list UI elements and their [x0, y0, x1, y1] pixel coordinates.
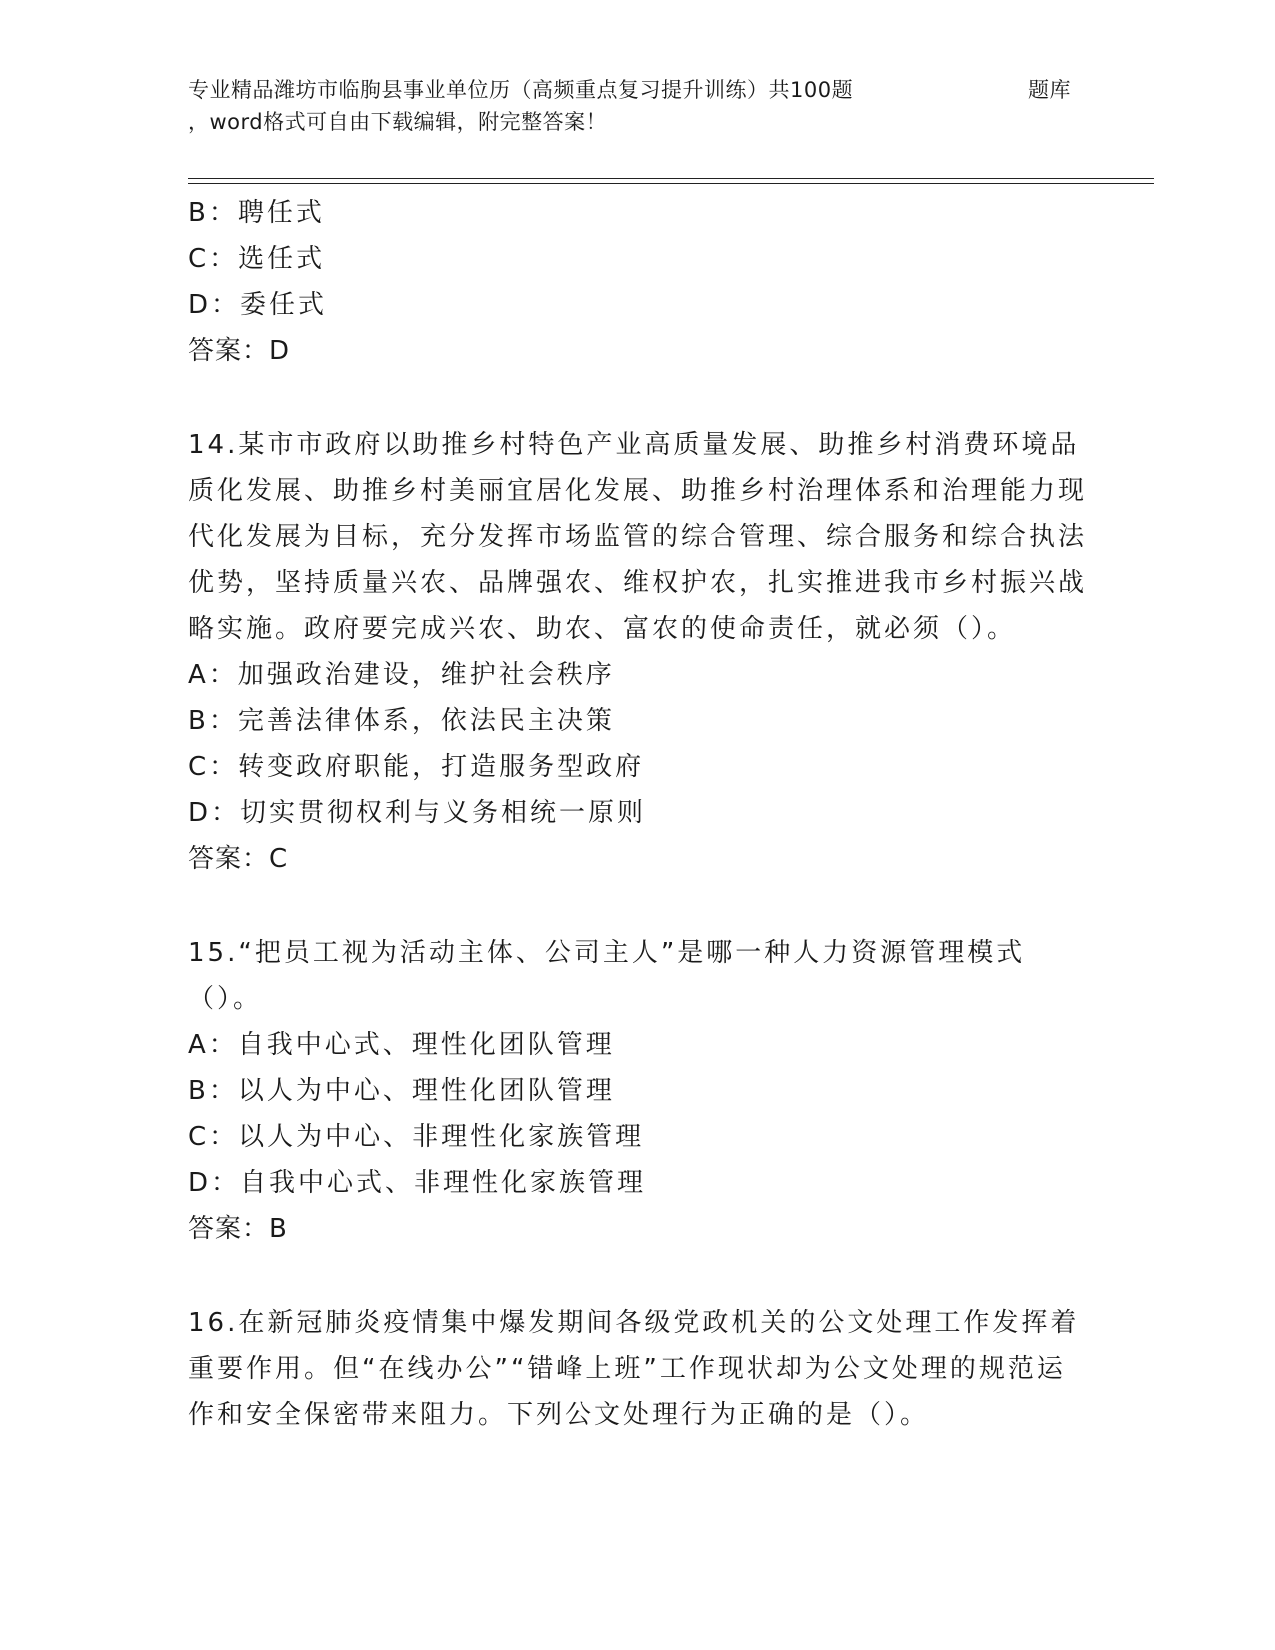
- question-14: [188, 422, 1088, 882]
- question-15: [188, 930, 1088, 1252]
- option-c: C：选任式: [188, 244, 326, 274]
- option-c: C：以人为中心、非理性化家族管理: [188, 1122, 645, 1152]
- option-b: B：以人为中心、理性化团队管理: [188, 1076, 615, 1106]
- option-d: D：委任式: [188, 290, 328, 320]
- header-tag: 题库: [1028, 78, 1071, 102]
- answer: 答案：D: [188, 336, 291, 366]
- document-title: 专业精品潍坊市临朐县事业单位历（高频重点复习提升训练）共100题: [188, 78, 854, 102]
- header-line-2: ，word格式可自由下载编辑，附完整答案！: [188, 110, 608, 134]
- document-body: [188, 190, 1088, 1438]
- question-text: 15.“把员工视为活动主体、公司主人”是哪一种人力资源管理模式（）。: [188, 938, 1026, 1014]
- option-a: A：自我中心式、理性化团队管理: [188, 1030, 615, 1060]
- header-divider-top: [188, 178, 1154, 179]
- question-13-tail: [188, 190, 1088, 374]
- answer: 答案：C: [188, 844, 289, 874]
- option-b: B：聘任式: [188, 198, 325, 228]
- option-d: D：切实贯彻权利与义务相统一原则: [188, 798, 647, 828]
- question-16: [188, 1300, 1088, 1438]
- option-d: D：自我中心式、非理性化家族管理: [188, 1168, 647, 1198]
- question-text: 14.某市市政府以助推乡村特色产业高质量发展、助推乡村消费环境品质化发展、助推乡村美丽宜居化发展、助推乡村治理体系和治理能力现代化发展为目标，充分发挥市场监管的综合管理、综合服务和综合执法优势，坚持质量兴农、品牌强农、维权护农，扎实推进我市乡村振兴战略实施。政府要完成兴农、助农、富农的使命责任，就必须（）。: [188, 430, 1088, 644]
- option-c: C：转变政府职能，打造服务型政府: [188, 752, 645, 782]
- option-a: A：加强政治建设，维护社会秩序: [188, 660, 615, 690]
- page-header: [188, 74, 1148, 138]
- header-divider-bottom: [188, 183, 1154, 184]
- question-text: 16.在新冠肺炎疫情集中爆发期间各级党政机关的公文处理工作发挥着重要作用。但“在线办公”“错峰上班”工作现状却为公文处理的规范运作和安全保密带来阻力。下列公文处理行为正确的是（）。: [188, 1308, 1080, 1430]
- header-line-1: [188, 74, 1148, 106]
- option-b: B：完善法律体系，依法民主决策: [188, 706, 615, 736]
- answer: 答案：B: [188, 1214, 288, 1244]
